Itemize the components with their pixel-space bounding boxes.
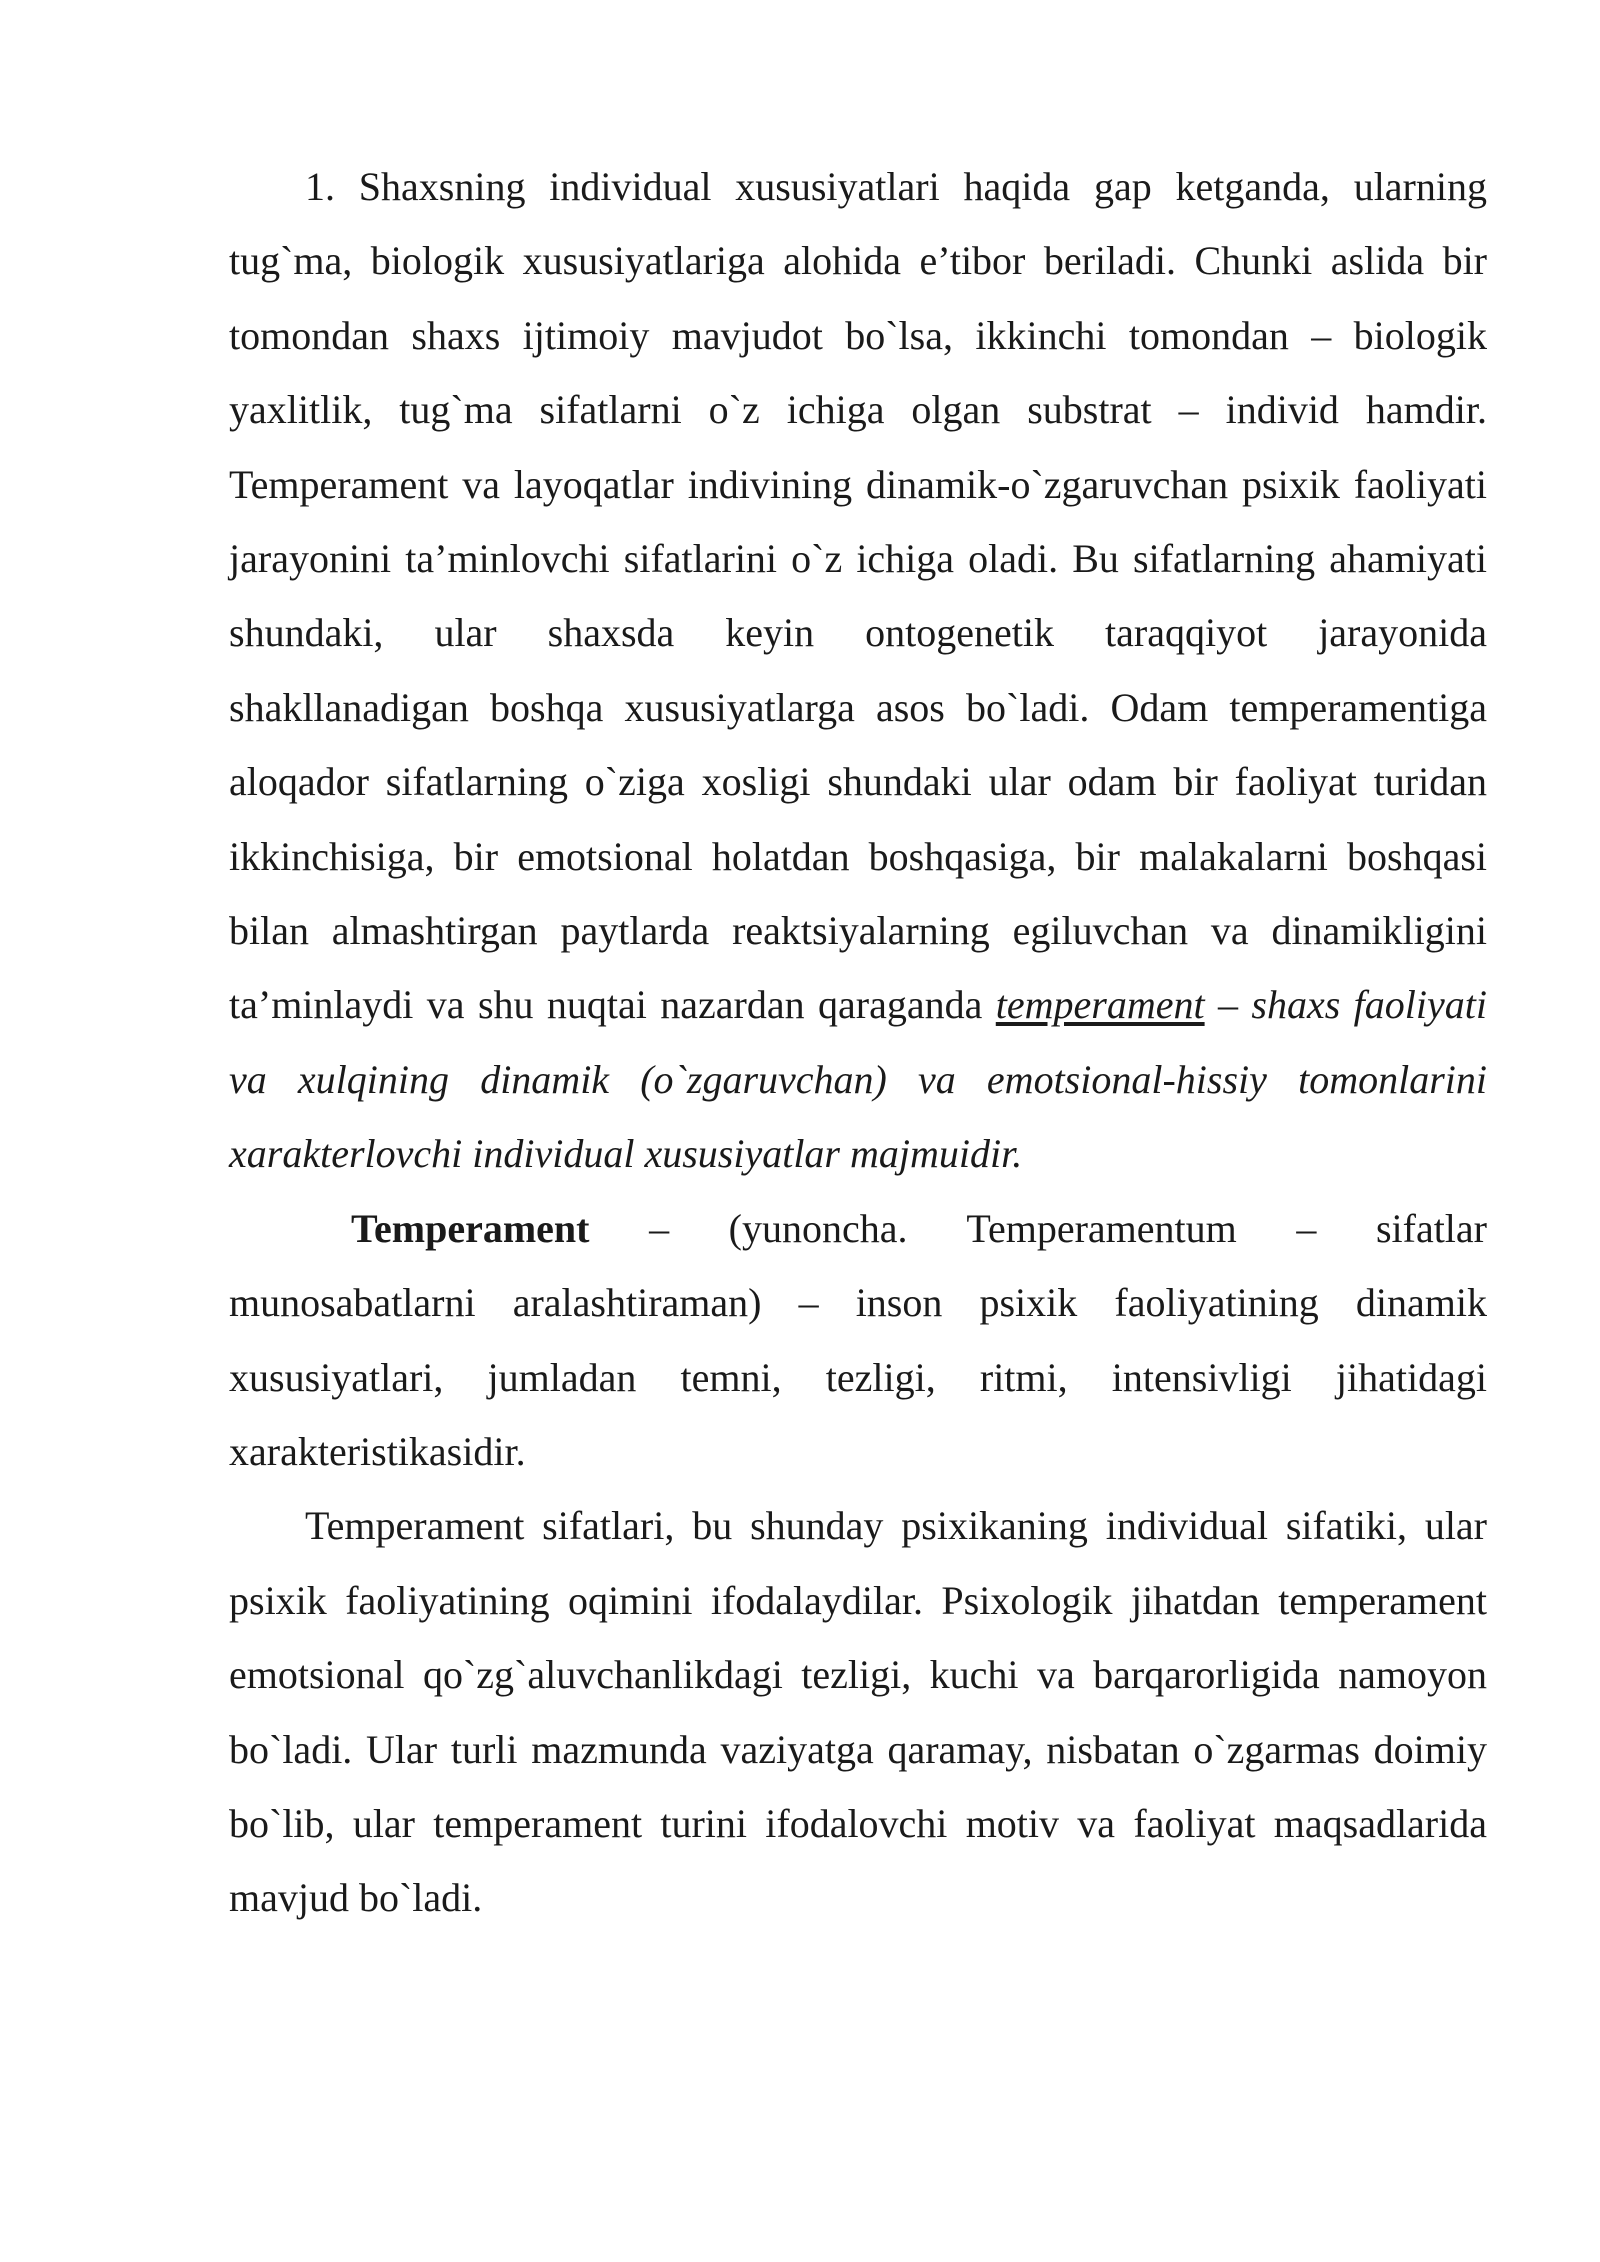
paragraph-1	[229, 150, 1487, 1192]
paragraph-1-text: 1. Shaxsning individual xususiyatlari haqida gap ketganda, ularning tug`ma, biologik xususiyatlariga alohida e’tibor beriladi. Chunki aslida bir tomondan shaxs ijtimoiy mavjudot bo`lsa, ikkinchi tomondan – biologik yaxlitlik, tug`ma sifatlarni o`z ichiga olgan substrat – individ hamdir. Temperament va layoqatlar indivining dinamik-o`zgaruvchan psixik faoliyati jarayonini ta’minlovchi sifatlarini o`z ichiga oladi. Bu sifatlarning ahamiyati shundaki, ular shaxsda keyin ontogenetik taraqqiyot jarayonida shakllanadigan boshqa xususiyatlarga asos bo`ladi. Odam temperamentiga aloqador sifatlarning o`ziga xosligi shundaki ular odam bir faoliyat turidan ikkinchisiga, bir emotsional holatdan boshqasiga, bir malakalarni boshqasi bilan almashtirgan paytlarda reaktsiyalarning egiluvchan va dinamikligini ta’minlaydi va shu nuqtai nazardan qaraganda	[229, 164, 1487, 1028]
paragraph-3	[229, 1489, 1487, 1935]
paragraph-2-text: – (yunoncha. Temperamentum – sifatlar munosabatlarni aralashtiraman) – inson psixik faoliyatining dinamik xususiyatlari, jumladan temni, tezligi, ritmi, intensivligi jihatidagi xarakteristikasidir.	[229, 1205, 1487, 1474]
temperament-definition: – shaxs faoliyati va xulqining dinamik (o`zgaruvchan) va emotsional-hissiy tomonlarini xarakterlovchi individual xususiyatlar majmuidir.	[229, 982, 1487, 1177]
term-temperament-bold: Temperament	[351, 1205, 590, 1251]
document-body	[229, 150, 1487, 1936]
paragraph-2	[229, 1192, 1487, 1490]
term-temperament-underlined: temperament	[995, 982, 1205, 1028]
paragraph-3-text: Temperament sifatlari, bu shunday psixikaning individual sifatiki, ular psixik faoliyatining oqimini ifodalaydilar. Psixologik jihatdan temperament emotsional qo`zg`aluvchanlikdagi tezligi, kuchi va barqarorligida namoyon bo`ladi. Ular turli mazmunda vaziyatga qaramay, nisbatan o`zgarmas doimiy bo`lib, ular temperament turini ifodalovchi motiv va faoliyat maqsadlarida mavjud bo`ladi.	[229, 1503, 1487, 1921]
